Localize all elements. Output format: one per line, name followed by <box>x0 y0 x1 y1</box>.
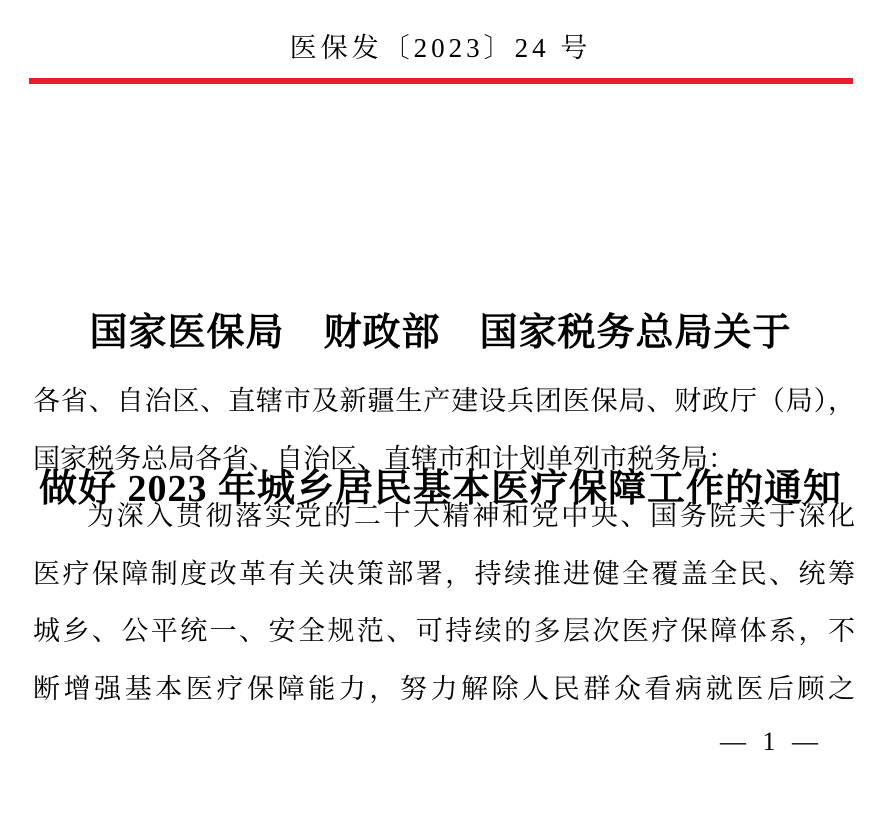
title-line-1: 国家医保局 财政部 国家税务总局关于 <box>89 312 792 354</box>
document-body <box>33 373 855 718</box>
document-number: 医保发〔2023〕24 号 <box>289 33 592 63</box>
body-line: 城乡、公平统一、安全规范、可持续的多层次医疗保障体系，不 <box>33 616 855 646</box>
body-line: 医疗保障制度改革有关决策部署，持续推进健全覆盖全民、统筹 <box>33 558 855 589</box>
body-line: 断增强基本医疗保障能力，努力解除人民群众看病就医后顾之 <box>33 673 855 704</box>
salutation-line-2: 国家税务总局各省、自治区、直辖市和计划单列市税务局： <box>33 443 735 474</box>
body-line: 为深入贯彻落实党的二十大精神和党中央、国务院关于深化 <box>87 501 855 531</box>
red-divider-line <box>29 78 853 84</box>
salutation-line-1: 各省、自治区、直辖市及新疆生产建设兵团医保局、财政厅（局）， <box>33 386 855 416</box>
page-number: — 1 — <box>720 727 818 756</box>
title-line-2: 做好 2023 年城乡居民基本医疗保障工作的通知 <box>38 468 842 510</box>
